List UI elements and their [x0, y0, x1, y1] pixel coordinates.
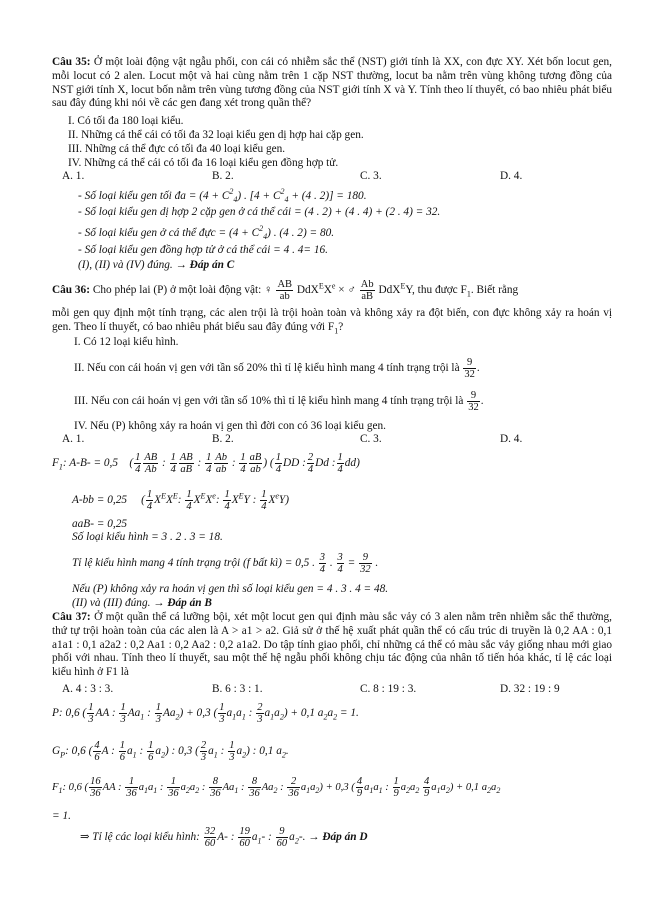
q36-solution-f1: $F_1$: A-B- = 0,5 ( $\frac{1}{4}$ $\frac{AB}{Ab}$ : $\frac{1}{4}$ $\frac{AB}{aB}$ : $\frac{1}{4}$ $\frac{Ab}{ab}$ : $\frac{1}{4}$ $\frac{aB}{ab}$ ) ( $\frac{1}{4}$ DD : $\frac{2}{4}$ Dd : $\frac{1}{4}$ dd)	[52, 452, 360, 476]
q35-solution-1: - Số loại kiểu gen tối đa = $(4 + C^2_4)$ . [$4 + C^2_4 + (4$ . 2)] = 180.	[78, 187, 367, 205]
q35-statement-2: II. Những cá thể cái có tối đa 32 loại kiểu gen dị hợp hai cặp gen.	[68, 129, 364, 141]
q35-option-a: A. 1.	[62, 170, 85, 182]
q36-statement-2: II. Nếu con cái hoán vị gen với tần số 20% thì tỉ lệ kiểu hình mang 4 tính trạng trội là $\frac{9}{32}$ .	[74, 357, 480, 381]
q35-solution-4: - Số loại kiểu gen đồng hợp tử ở cá thể cái = 4 . 4= 16.	[78, 244, 328, 256]
q35-solution-2: - Số loại kiểu gen dị hợp 2 cặp gen ở cá thể cái = (4 . 2) + (4 . 4) + (2 . 4) = 32.	[78, 206, 441, 218]
q35-option-d: D. 4.	[500, 170, 523, 182]
q35-option-b: B. 2.	[212, 170, 234, 182]
q35-label: Câu 35:	[52, 56, 91, 68]
q37-solution-eq: = 1.	[52, 810, 71, 822]
q35-statement-1: I. Có tối đa 180 loại kiểu.	[68, 115, 184, 127]
q36-solution-neu: Nếu (P) không xảy ra hoán vị gen thì số loại kiểu gen = 4 . 3 . 4 = 48.	[72, 583, 389, 595]
q36-option-c: C. 3.	[360, 433, 382, 445]
q37-stem	[52, 611, 612, 680]
q36-solution-kh: Số loại kiểu hình = 3 . 2 . 3 = 18.	[72, 531, 223, 543]
q35-option-c: C. 3.	[360, 170, 382, 182]
q37-option-a: A. 4 : 3 : 3.	[62, 683, 114, 695]
q36-stem-line2: mỗi gen quy định một tính trạng, các alen trội là trội hoàn toàn và không xảy ra đột biến, con đực không xảy ra hoán vị gen. Theo lí thuyết, có bao nhiêu phát biểu sau đây đúng với $F_1$?	[52, 307, 612, 336]
q36-statement-1: I. Có 12 loại kiểu hình.	[74, 336, 179, 348]
q35-stem-text: Ở một loài động vật ngẫu phối, con cái có nhiễm sắc thể (NST) giới tính là XX, con đực XY. Xét bốn locut gen, mỗi locut có 2 alen. Locut một và hai cùng nằm trên 1 cặp NST thường, locut ba nằm trên vùng không tương đồng của NST giới tính X, locut bốn nằm trên vùng tương đồng của NST giới tính X và Y. Tính theo lí thuyết, có bao nhiêu phát biểu sau đây đúng khi nói về các gen đang xét trong quần thể?	[52, 56, 612, 110]
q35-solution-3: - Số loại kiểu gen ở cá thể đực = $(4 + C^2_4)$ . (4 . 2) = 80.	[78, 224, 335, 242]
q37-stem-text: Ở một quần thể cá lưỡng bội, xét một locut gen qui định màu sắc vảy có 3 alen nằm trên nhiễm sắc thể thường, thứ tự trội hoàn toàn của các alen là A > a1 > a2. Giả sử ở thế hệ xuất phát quần thể có cấu trúc di truyền là 0,2 AA : 0,1 a1a1 : 0,1 a2a2 : 0,2 Aa1 : 0,2 Aa2 : 0,2 a1a2. Do tập tính giao phối, chỉ những cá thể có màu sắc vảy giống nhau mới giao phối với nhau. Tính theo lí thuyết, sau một thế hệ ngẫu phối không chịu tác động của nhân tố tiến hóa khác, tỉ lệ các loại kiểu hình ở F1 là	[52, 611, 612, 679]
q36-label: Câu 36:	[52, 284, 90, 297]
q37-final: ⇒ Tỉ lệ các loại kiểu hình: $\frac{32}{60}$ A- : $\frac{19}{60}$ $a_1-$ : $\frac{9}{60}$ $a_2-$. → Đáp án D	[80, 826, 368, 850]
q36-statement-4: IV. Nếu (P) không xảy ra hoán vị gen thì đời con có 36 loại kiểu gen.	[74, 420, 386, 432]
q36-option-b: B. 2.	[212, 433, 234, 445]
q35-statement-3: III. Những cá thể đực có tối đa 40 loại kiểu gen.	[68, 143, 286, 155]
q35-answer: (I), (II) và (IV) đúng. → Đáp án C	[78, 259, 235, 271]
q36-statement-3: III. Nếu con cái hoán vị gen với tần số 10% thì tỉ lệ kiểu hình mang 4 tính trạng trội là $\frac{9}{32}$ .	[74, 390, 484, 414]
q37-option-b: B. 6 : 3 : 1.	[212, 683, 263, 695]
q36-option-d: D. 4.	[500, 433, 523, 445]
q35-stem	[52, 56, 612, 111]
q36-option-a: A. 1.	[62, 433, 85, 445]
q37-solution-gp: $G_P$: 0,6 ( $\frac{4}{6}$ A : $\frac{1}{6}$ $a_1$ : $\frac{1}{6}$ $a_2$) : 0,3 ( $\frac{2}{3}$ $a_1$ : $\frac{1}{3}$ $a_2$) : 0,1 $a_2$.	[52, 740, 289, 764]
q37-option-d: D. 32 : 19 : 9	[500, 683, 560, 695]
q36-stem-line1: Câu 36: Cho phép lai (P) ở một loài động vật: ♀ $\frac{AB}{ab}$ DdX$^E$Xe × ♂ $\frac{Ab}{aB}$ DdX$^E$Y, thu được $F_1$. Biết rằng	[52, 279, 519, 303]
q36-solution-ratio: Tỉ lệ kiểu hình mang 4 tính trạng trội (f bất kì) = 0,5 . $\frac{3}{4}$ . $\frac{3}{4}$ = $\frac{9}{32}$ .	[72, 552, 379, 576]
q36-solution-aab: aaB- = 0,25	[72, 518, 128, 530]
q37-solution-f1: $F_1$: 0,6 ( $\frac{16}{36}$ AA : $\frac{1}{36}$ $a_1a_1$ : $\frac{1}{36}$ $a_2a_2$ : $\frac{8}{36}$ $Aa_1$ : $\frac{8}{36}$ $Aa_2$ : $\frac{2}{36}$ $a_1a_2) + 0,3$ ( $\frac{4}{9}$ $a_1a_1$ : $\frac{1}{9}$ $a_2a_2$ $\frac{4}{9}$ $a_1a_2) + 0,1$ $a_2a_2$	[52, 776, 501, 800]
q37-option-c: C. 8 : 19 : 3.	[360, 683, 417, 695]
q36-answer: (II) và (III) đúng. → Đáp án B	[72, 597, 212, 609]
q36-solution-abb: A-bb = 0,25 ( $\frac{1}{4}$ $X^EX^E$: $\frac{1}{4}$ $X^EXe$: $\frac{1}{4}$ $X^EY$ : $\frac{1}{4}$ XeY)	[72, 489, 289, 513]
q35-statement-4: IV. Những cá thể cái có tối đa 16 loại kiểu gen đồng hợp tử.	[68, 157, 339, 169]
q37-label: Câu 37:	[52, 611, 91, 623]
q37-solution-p: P: 0,6 ( $\frac{1}{3}$ AA : $\frac{1}{3}$ $Aa_1$ : $\frac{1}{3}$ $Aa_2) + 0,3$ ( $\frac{1}{3}$ $a_1a_1$ : $\frac{2}{3}$ $a_1a_2) + 0,1$ $a_2a_2 = 1$.	[52, 702, 359, 726]
